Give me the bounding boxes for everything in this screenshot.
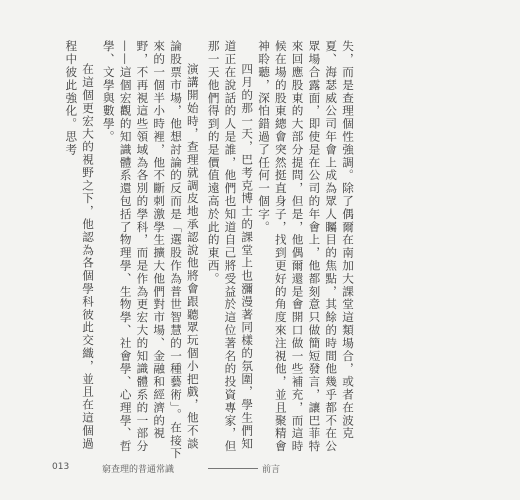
footer-divider <box>208 468 258 469</box>
book-title: 窮查理的普通常識 <box>102 465 175 475</box>
paragraph-1: 失，而是查理個性強調。除了偶爾在南加大課堂這類場合，或者在波克夏、海瑟威公司年會上成為眾人矚目的焦點，其餘的時間他幾乎都不在公眾場合露面，即使是在公司的年會上，他都刻意只做簡短發言，讓巴菲特來回應股東的大部分提問，但是，他偶爾還是會開口做一些補充，而這時候在場的股東總會突然挺直身子，找到更好的角度來注視他，並且聚精會神聆聽，深怕錯過了任何一個字。 <box>257 40 355 453</box>
chapter-title: 前言 <box>262 465 281 475</box>
page-number: 013 <box>52 462 70 472</box>
body-text <box>64 40 356 460</box>
paragraph-3: 演講開始時，查理就調皮地承認說他將會跟聽眾玩個小把戲，他不談論股票市場，他想討論的反而是「選股作為普世智慧的一種藝術」。在接下來的一個半小時裡，他不斷刺激學生擴大他們對市場、金融和經濟的視野，不再視這些領域為各別的學科，而是作為更宏大的知識體系的一部分——這個宏觀的知識體系還包括了物理學、生物學、社會學、心理學、哲學、文學與數學。 <box>101 40 200 460</box>
paragraph-2: 四月的那一天，巴考克博士的課堂上也瀰漫著同樣的氛圍，學生們知道正在說話的人是誰，他們也知道自己將受益於這位著名的投資專家，但那一天他們得到的是價值遠高於此的東西。 <box>206 40 255 453</box>
paragraph-4: 在這個更宏大的視野之下，他認為各個學科彼此交織，並且在這個過程中彼此強化。思考 <box>64 40 96 451</box>
